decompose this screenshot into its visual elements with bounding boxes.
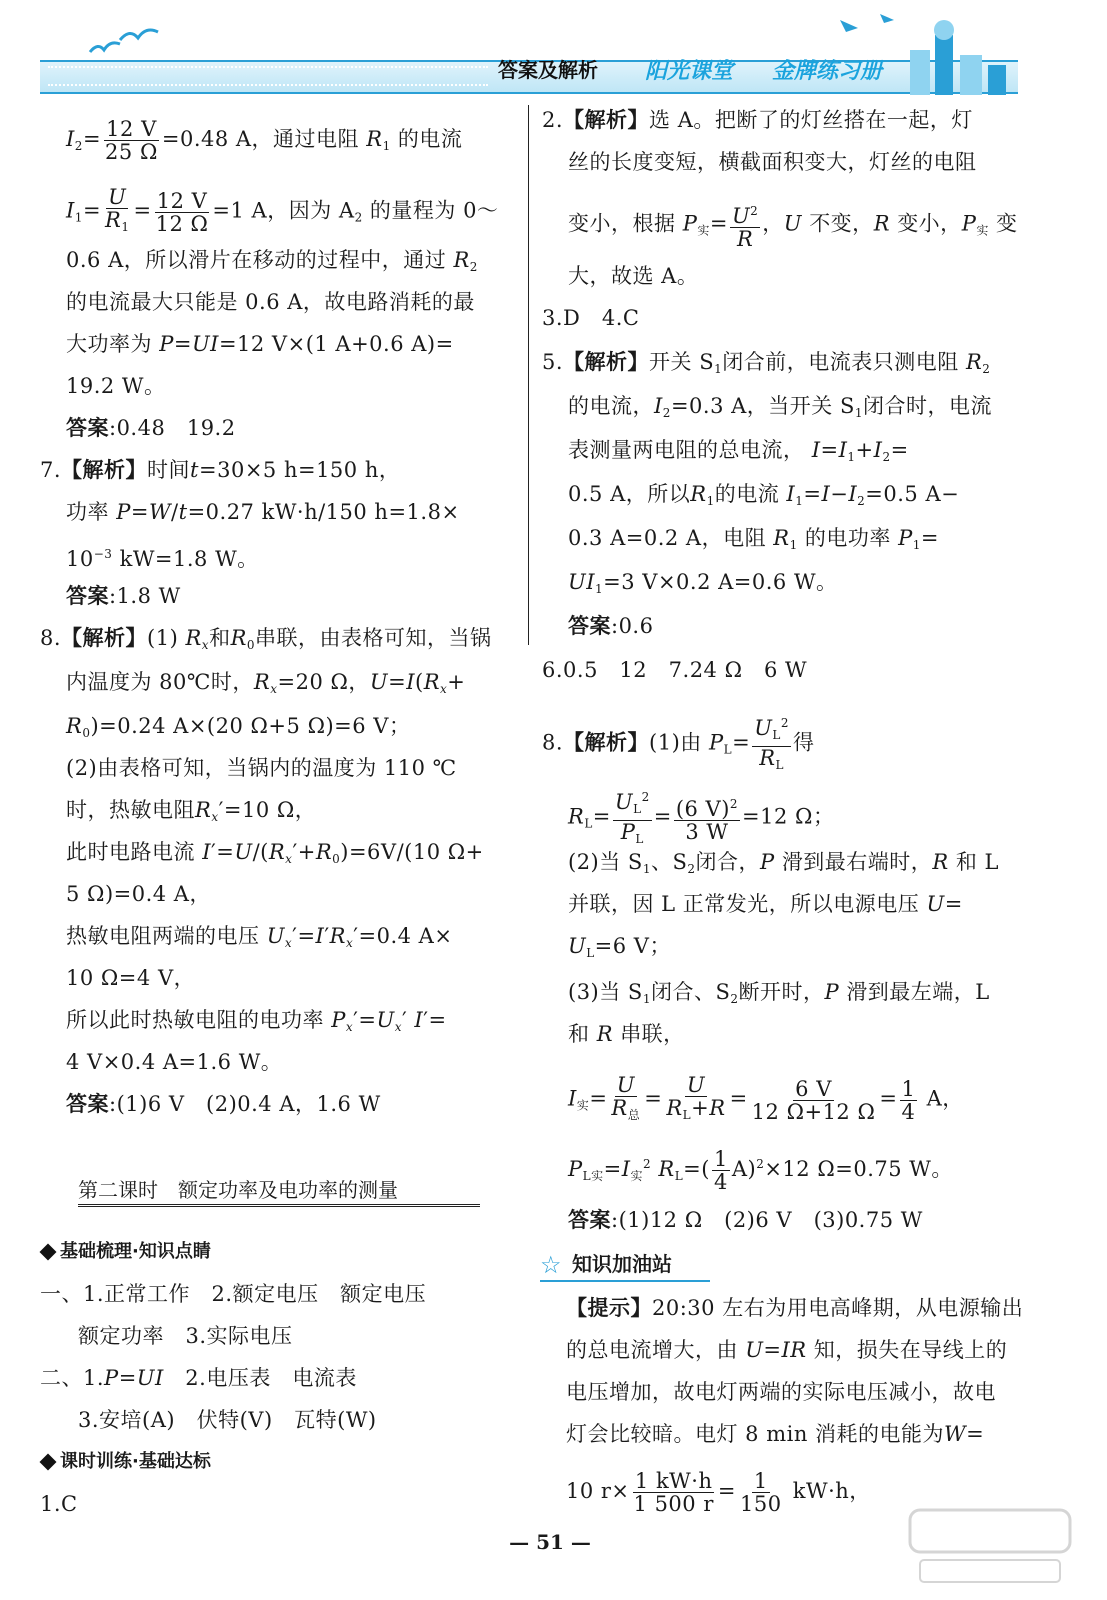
q7-line-3: $10^{-3}$ kW=1.8 W。 — [66, 547, 259, 571]
tip-line-2: 的总电流增大，由 U=IR 知，损失在导线上的 — [566, 1338, 1008, 1362]
r-q2-line-1: 2.【解析】选 A。把断了的灯丝搭在一起，灯 — [542, 108, 973, 132]
left-line-2: $I_1=$ $\frac{U}{R_1}$ = $\frac{12 V}{12 \Omega}$ =1 A，因为 $A_2$ 的量程为 0～ — [66, 185, 499, 236]
basics-line-4: 3.安培(A) 伏特(V) 瓦特(W) — [78, 1408, 377, 1432]
r-q8-line-9: $P_{L实}=I_实^2$ $R_L=$( $\frac{1}{4}$ A)$^2$×12 Ω=0.75 W。 — [568, 1147, 953, 1194]
tip-line-4: 灯会比较暗。电灯 8 min 消耗的电能为W= — [566, 1422, 985, 1446]
header-brand-1: 阳光课堂 — [645, 59, 734, 84]
page-header — [0, 0, 1107, 100]
tip-line-5: 10 r× $\frac{1 kW\cdot h}{1 500 r}$ = $\frac{1}{150}$ kW·h， — [566, 1469, 871, 1516]
diamond-icon — [40, 1454, 57, 1471]
knowledge-box-title: 知识加油站 — [572, 1252, 672, 1276]
r-q2-line-2: 丝的长度变短，横截面积变大，灯丝的电阻 — [568, 150, 977, 174]
r-q5-line-1: 5.【解析】开关 $S_1$闭合前，电流表只测电阻 $R_2$ — [542, 350, 991, 376]
left-line-3: 0.6 A，所以滑片在移动的过程中，通过 $R_2$ — [66, 248, 478, 274]
q8-line-1: 8.【解析】(1) $R_x$和$R_0$串联，由表格可知，当锅 — [40, 626, 492, 652]
r-q5-line-6: $UI_1=3$ V×0.2 A=0.6 W。 — [568, 570, 838, 596]
watermark-logo-icon — [900, 1500, 1080, 1590]
column-divider — [528, 105, 529, 645]
r-q8-line-7: 和 R 串联， — [568, 1022, 685, 1046]
r-q8-line-4: 并联，因 L 正常发光，所以电源电压 U= — [568, 892, 963, 916]
r-q8-line-2: $R_L=$ $\frac{U_L^2}{P_L}$ = $\frac{(6 V)^2}{3 W}$ =12 Ω； — [568, 786, 834, 850]
q7-line-1: 7.【解析】时间t=30×5 h=150 h， — [40, 458, 401, 482]
q8-line-11: 4 V×0.4 A=1.6 W。 — [66, 1050, 283, 1074]
header-section-label: 答案及解析 — [498, 58, 598, 82]
left-line-4: 的电流最大只能是 0.6 A，故电路消耗的最 — [66, 290, 475, 314]
r-q2-line-3: 变小，根据 $P_实=$ $\frac{U^2}{R}$ ，U 不变，R 变小，$P_实$ 变 — [568, 200, 1018, 250]
r-q5-line-5: 0.3 A=0.2 A，电阻 $R_1$ 的电功率 $P_1=$ — [568, 526, 939, 552]
left-line-6: 19.2 W。 — [66, 374, 166, 398]
q8-line-6: 此时电路电流 $I'=U/(R_x'+R_0)=6V/(10$ Ω+ — [66, 840, 484, 866]
q8-line-7: 5 Ω)=0.4 A， — [66, 882, 211, 906]
r-q8-line-1: 8.【解析】(1)由 $P_L=$ $\frac{U_L^2}{R_L}$ 得 — [542, 712, 815, 776]
r-q5-line-4: 0.5 A，所以$R_1$的电流 $I_1=I-I_2=0.5$ A− — [568, 482, 960, 508]
r-q5-line-3: 表测量两电阻的总电流， $I=I_1+I_2=$ — [568, 438, 909, 464]
left-line-1: $I_2=$ $\frac{12 V}{25 \Omega}$ =0.48 A，通过电阻 $R_1$ 的电流 — [66, 117, 463, 164]
r-q3-4: 3.D 4.C — [542, 306, 640, 330]
page-number: — 51 — — [509, 1530, 591, 1554]
star-icon: ☆ — [540, 1251, 562, 1279]
basics-line-1: 一、1.正常工作 2.额定电压 额定电压 — [40, 1282, 427, 1306]
tip-line-3: 电压增加，故电灯两端的实际电压减小，故电 — [566, 1380, 996, 1404]
q8-line-9: 10 Ω=4 V， — [66, 966, 196, 990]
header-dots — [48, 66, 488, 86]
q8-line-4: (2)由表格可知，当锅内的温度为 110 ℃ — [66, 756, 457, 780]
r-q8-line-5: $U_L=6$ V； — [568, 934, 671, 960]
basics-line-3: 二、1.P=UI 2.电压表 电流表 — [40, 1366, 357, 1390]
q8-line-5: 时，热敏电阻$R_x'=10$ Ω， — [66, 798, 317, 824]
r-q2-line-4: 大，故选 A。 — [568, 264, 699, 288]
city-building-icon — [820, 10, 1020, 95]
left-line-5: 大功率为 P=UI=12 V×(1 A+0.6 A)= — [66, 332, 454, 356]
q8-line-3: $R_0)=0.24$ A×(20 Ω+5 Ω)=6 V； — [66, 714, 411, 740]
q8-line-8: 热敏电阻两端的电压 $U_x'=I'R_x'=0.4$ A× — [66, 924, 453, 950]
section-title: 第二课时 额定功率及电功率的测量 — [78, 1176, 480, 1207]
q1-answer: 1.C — [40, 1492, 78, 1516]
r-q8-line-8: $I_实=$ $\frac{U}{R_总}$ = $\frac{U}{R_L+R}$ = $\frac{6 V}{12 \Omega+12 \Omega}$ = $\frac{1}{4}$ A， — [568, 1073, 964, 1124]
tip-line-1: 【提示】20:30 左右为用电高峰期，从电源输出 — [566, 1296, 1024, 1320]
r-q5-line-2: 的电流，$I_2=0.3$ A，当开关 $S_1$闭合时，电流 — [568, 394, 992, 420]
r-q8-line-6: (3)当 $S_1$闭合、$S_2$断开时，P 滑到最左端，L — [568, 980, 990, 1006]
basics-line-2: 额定功率 3.实际电压 — [78, 1324, 293, 1348]
header-brand-2: 金牌练习册 — [772, 59, 883, 84]
answer-6: 答案:0.48 19.2 — [66, 416, 236, 440]
diamond-icon — [40, 1244, 57, 1261]
q8-line-2: 内温度为 80℃时，$R_x=20$ Ω，$U=I(R_x+$ — [66, 670, 466, 696]
subhead-training: 课时训练·基础达标 — [42, 1450, 211, 1474]
r-answer-8: 答案:(1)12 Ω (2)6 V (3)0.75 W — [568, 1208, 923, 1232]
r-q6: 6.0.5 12 7.24 Ω 6 W — [542, 658, 808, 682]
subhead-basics: 基础梳理·知识点睛 — [42, 1240, 211, 1264]
r-answer-5: 答案:0.6 — [568, 614, 654, 638]
q8-line-10: 所以此时热敏电阻的电功率 $P_x'=U_x'$ I′= — [66, 1008, 447, 1034]
r-q8-line-3: (2)当 $S_1$、$S_2$闭合，P 滑到最右端时，R 和 L — [568, 850, 999, 876]
answer-7: 答案:1.8 W — [66, 584, 181, 608]
answer-8: 答案:(1)6 V (2)0.4 A，1.6 W — [66, 1092, 381, 1116]
q7-line-2: 功率 P=W/t=0.27 kW·h/150 h=1.8× — [66, 500, 460, 524]
